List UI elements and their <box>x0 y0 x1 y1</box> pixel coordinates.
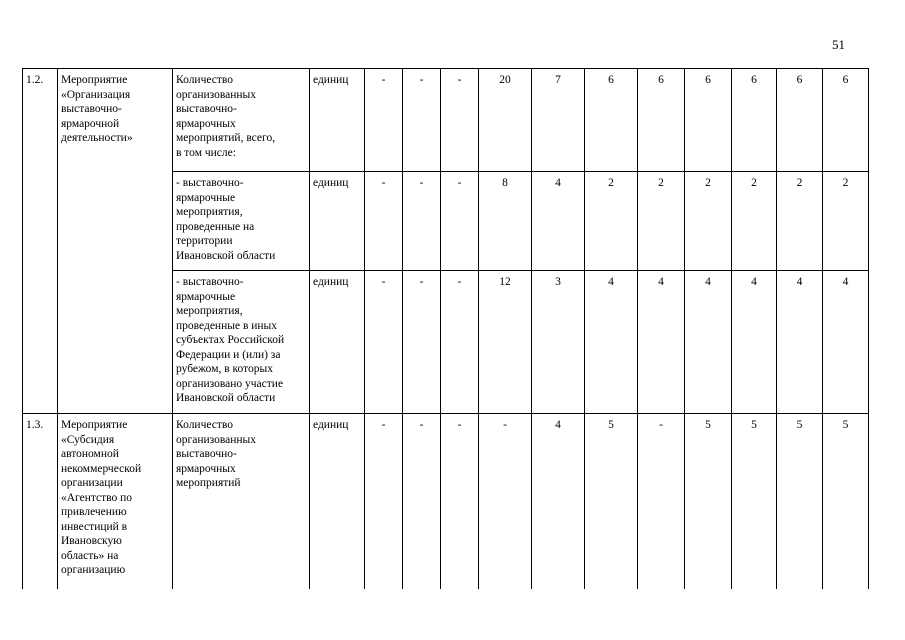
unit-cell: единиц <box>310 172 365 271</box>
value-cell: - <box>365 414 403 589</box>
value-cell: 5 <box>732 414 777 589</box>
value-cell: 4 <box>638 271 685 414</box>
value-cell: - <box>638 414 685 589</box>
row-code: 1.2. <box>23 69 58 414</box>
indicator-name: - выставочно- ярмарочные мероприятия, проведенные на территории Ивановской области <box>173 172 310 271</box>
value-cell: 6 <box>585 69 638 172</box>
value-cell: 2 <box>585 172 638 271</box>
value-cell: 3 <box>532 271 585 414</box>
value-cell: 5 <box>585 414 638 589</box>
value-cell: 4 <box>777 271 823 414</box>
value-cell: 6 <box>732 69 777 172</box>
measure-name: Мероприятие «Организация выставочно- ярмарочной деятельности» <box>58 69 173 414</box>
value-cell: 12 <box>479 271 532 414</box>
value-cell: - <box>403 414 441 589</box>
value-cell: - <box>441 69 479 172</box>
value-cell: 6 <box>685 69 732 172</box>
page-number: 51 <box>832 37 845 52</box>
value-cell: 6 <box>638 69 685 172</box>
value-cell: - <box>365 172 403 271</box>
indicator-name: Количество организованных выставочно- ярмарочных мероприятий, всего, в том числе: <box>173 69 310 172</box>
value-cell: 6 <box>823 69 869 172</box>
value-cell: 7 <box>532 69 585 172</box>
value-cell: - <box>403 172 441 271</box>
value-cell: 6 <box>777 69 823 172</box>
value-cell: - <box>479 414 532 589</box>
value-cell: 5 <box>685 414 732 589</box>
value-cell: 2 <box>638 172 685 271</box>
value-cell: - <box>403 69 441 172</box>
value-cell: 2 <box>732 172 777 271</box>
indicator-name: - выставочно- ярмарочные мероприятия, проведенные в иных субъектах Российской Федерации и (или) за рубежом, в которых организовано участие Ивановской области <box>173 271 310 414</box>
value-cell: 4 <box>823 271 869 414</box>
value-cell: 8 <box>479 172 532 271</box>
value-cell: 5 <box>777 414 823 589</box>
table-row <box>23 414 869 589</box>
value-cell: - <box>441 414 479 589</box>
value-cell: - <box>441 172 479 271</box>
value-cell: 2 <box>685 172 732 271</box>
unit-cell: единиц <box>310 69 365 172</box>
measure-name: Мероприятие «Субсидия автономной некоммерческой организации «Агентство по привлечению инвестиций в Ивановскую область» на организацию <box>58 414 173 589</box>
value-cell: - <box>403 271 441 414</box>
unit-cell: единиц <box>310 414 365 589</box>
value-cell: 4 <box>685 271 732 414</box>
program-indicators-table <box>22 68 869 589</box>
value-cell: 2 <box>823 172 869 271</box>
value-cell: 4 <box>532 172 585 271</box>
value-cell: 4 <box>585 271 638 414</box>
value-cell: 4 <box>532 414 585 589</box>
value-cell: 2 <box>777 172 823 271</box>
value-cell: - <box>365 69 403 172</box>
indicator-name: Количество организованных выставочно- ярмарочных мероприятий <box>173 414 310 589</box>
row-code: 1.3. <box>23 414 58 589</box>
value-cell: 4 <box>732 271 777 414</box>
table-row <box>23 69 869 172</box>
value-cell: - <box>441 271 479 414</box>
value-cell: - <box>365 271 403 414</box>
unit-cell: единиц <box>310 271 365 414</box>
value-cell: 5 <box>823 414 869 589</box>
value-cell: 20 <box>479 69 532 172</box>
